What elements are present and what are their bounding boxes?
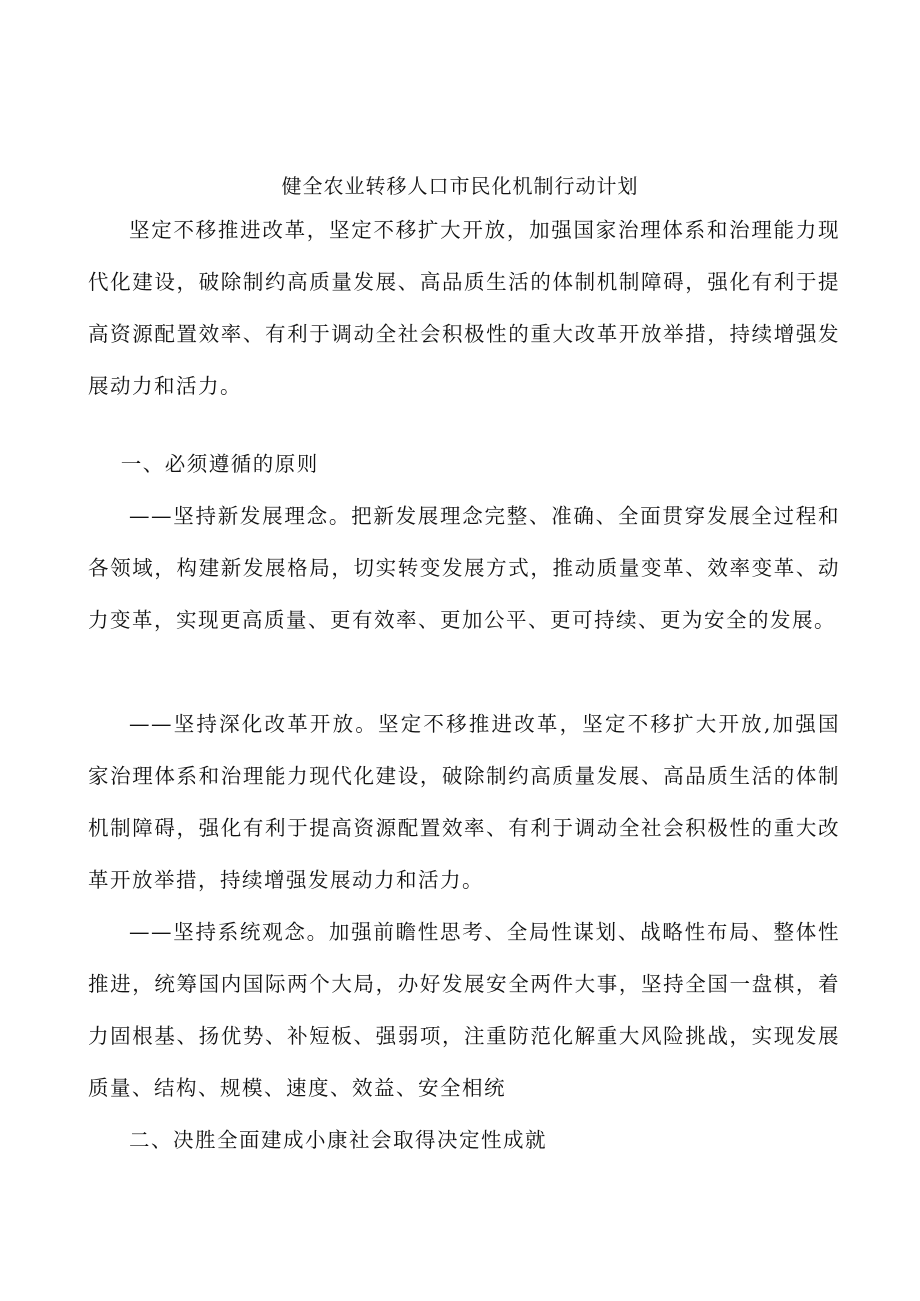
principle-deepen-reform-paragraph: ——坚持深化改革开放。坚定不移推进改革，坚定不移扩大开放,加强国家治理体系和治理能力现代化建设，破除制约高质量发展、高品质生活的体制机制障碍，强化有利于提高资源配置效率、有利于调动全社会积极性的重大改革开放举措，持续增强发展动力和活力。 xyxy=(88,712,840,892)
intro-paragraph: 坚定不移推进改革，坚定不移扩大开放，加强国家治理体系和治理能力现代化建设，破除制约高质量发展、高品质生活的体制机制障碍，强化有利于提高资源配置效率、有利于调动全社会积极性的重大改革开放举措，持续增强发展动力和活力。 xyxy=(88,218,840,398)
section-heading-principles: 一、必须遵循的原则 xyxy=(120,452,319,476)
principle-systems-thinking-paragraph: ——坚持系统观念。加强前瞻性思考、全局性谋划、战略性布局、整体性推进，统筹国内国际两个大局，办好发展安全两件大事，坚持全国一盘棋，着力固根基、扬优势、补短板、强弱项，注重防范化解重大风险挑战，实现发展质量、结构、规模、速度、效益、安全相统 xyxy=(88,920,840,1100)
section-heading-achievements: 二、决胜全面建成小康社会取得决定性成就 xyxy=(129,1128,547,1152)
principle-new-development-paragraph: ——坚持新发展理念。把新发展理念完整、准确、全面贯穿发展全过程和各领域，构建新发展格局，切实转变发展方式，推动质量变革、效率变革、动力变革，实现更高质量、更有效率、更加公平、更可持续、更为安全的发展。 xyxy=(88,504,840,632)
document-title: 健全农业转移人口市民化机制行动计划 xyxy=(281,174,639,198)
